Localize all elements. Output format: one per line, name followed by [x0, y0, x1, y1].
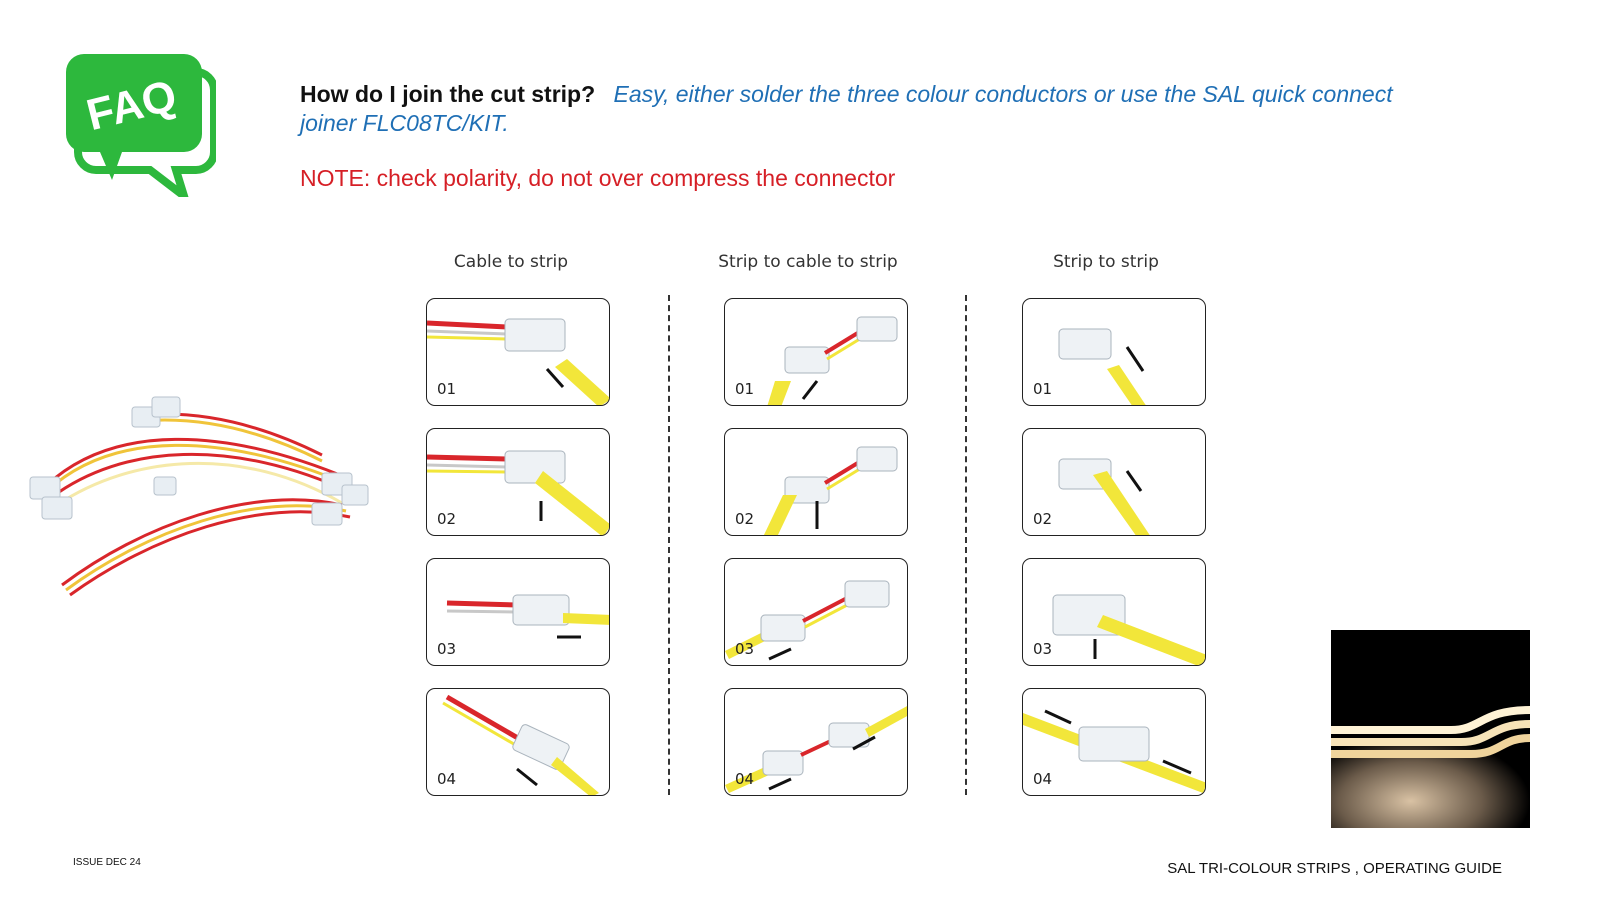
connector-cables-photo [22, 385, 382, 615]
step-illustration [1059, 329, 1147, 406]
step-number: 02 [1033, 510, 1053, 528]
step-number: 03 [735, 640, 755, 658]
step-illustration [443, 697, 599, 796]
step-cable-to-strip-03 [426, 558, 610, 666]
step-illustration [763, 447, 897, 536]
faq-logo-text: FAQ [81, 70, 182, 141]
guide-title: SAL TRI-COLOUR STRIPS , OPERATING GUIDE [1167, 860, 1502, 877]
step-strip-to-strip-01 [1022, 298, 1206, 406]
step-number: 04 [437, 770, 457, 788]
step-number: 02 [437, 510, 457, 528]
step-number: 03 [437, 640, 457, 658]
step-number: 01 [437, 380, 457, 398]
led-strip-photo [1331, 630, 1530, 828]
step-cable-to-strip-04 [426, 688, 610, 796]
step-strip-to-cable-to-strip-02 [724, 428, 908, 536]
step-illustration [1053, 595, 1206, 666]
step-number: 03 [1033, 640, 1053, 658]
step-number: 04 [1033, 770, 1053, 788]
column-title-strip-to-strip: Strip to strip [1053, 252, 1159, 272]
step-strip-to-strip-03 [1022, 558, 1206, 666]
step-strip-to-cable-to-strip-03 [724, 558, 908, 666]
column-title-cable-to-strip: Cable to strip [453, 252, 569, 272]
question-answer: Easy, either solder the three colour conductors or use the SAL quick connect joiner FLC08TC/KIT. [300, 81, 1393, 136]
step-number: 04 [735, 770, 755, 788]
step-number: 01 [735, 380, 755, 398]
step-strip-to-strip-02 [1022, 428, 1206, 536]
step-strip-to-cable-to-strip-04 [724, 688, 908, 796]
step-illustration [767, 317, 897, 406]
polarity-note: NOTE: check polarity, do not over compress the connector [300, 165, 896, 191]
column-divider [965, 295, 967, 795]
issue-date: ISSUE DEC 24 [73, 857, 141, 868]
column-title-strip-to-cable-to-strip: Strip to cable to strip [718, 252, 898, 272]
step-number: 02 [735, 510, 755, 528]
column-divider [668, 295, 670, 795]
step-number: 01 [1033, 380, 1053, 398]
step-illustration [1059, 459, 1151, 536]
step-cable-to-strip-01 [426, 298, 610, 406]
step-strip-to-strip-04 [1022, 688, 1206, 796]
step-cable-to-strip-02 [426, 428, 610, 536]
step-illustration [447, 595, 610, 637]
faq-logo [66, 52, 216, 197]
faq-question-block [300, 80, 1420, 138]
question-title: How do I join the cut strip? [300, 81, 596, 107]
step-strip-to-cable-to-strip-01 [724, 298, 908, 406]
